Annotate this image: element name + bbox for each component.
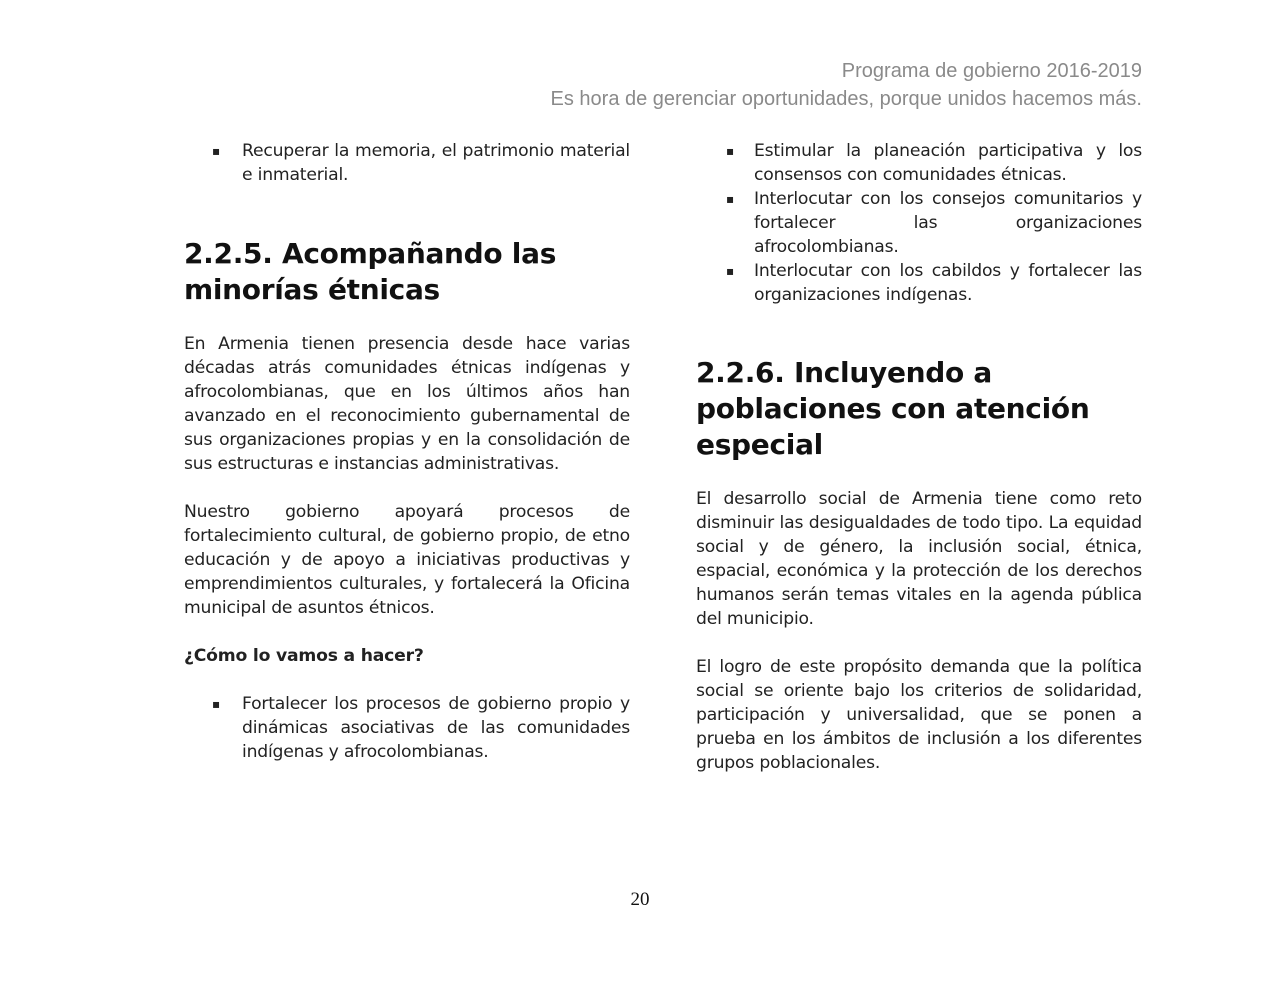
left-paragraph-1: En Armenia tienen presencia desde hace varias décadas atrás comunidades étnicas indígenas y afrocolombianas, que en los últimos años han avanzado en el reconocimiento gubernamental de sus organizaciones propias y en la consolidación de sus estructuras e instancias administrativas. <box>184 334 630 474</box>
list-item-text: Recuperar la memoria, el patrimonio material e inmaterial. <box>242 141 630 185</box>
list-item <box>696 259 1142 307</box>
left-column <box>184 139 630 764</box>
left-paragraph-2: Nuestro gobierno apoyará procesos de fortalecimiento cultural, de gobierno propio, de etno educación y de apoyo a iniciativas productivas y emprendimientos culturales, y fortalecerá la Oficina municipal de asuntos étnicos. <box>184 502 630 618</box>
list-item-text: Interlocutar con los consejos comunitarios y fortalecer las organizaciones afrocolombianas. <box>754 189 1142 257</box>
how-subheading: ¿Cómo lo vamos a hacer? <box>184 646 424 666</box>
right-paragraph-2: El logro de este propósito demanda que la política social se oriente bajo los criterios de solidaridad, participación y universalidad, que se ponen a prueba en los ámbitos de inclusión a los diferentes grupos poblacionales. <box>696 657 1142 773</box>
bullet-icon: ▪ <box>212 697 220 711</box>
list-item-text: Estimular la planeación participativa y los consensos con comunidades étnicas. <box>754 141 1142 185</box>
left-top-bullet-list <box>184 139 630 187</box>
list-item <box>184 692 630 764</box>
bullet-icon: ▪ <box>726 144 734 158</box>
list-item-text: Interlocutar con los cabildos y fortalecer las organizaciones indígenas. <box>754 261 1142 305</box>
right-paragraph-1: El desarrollo social de Armenia tiene como reto disminuir las desigualdades de todo tipo. La equidad social y de género, la inclusión social, étnica, espacial, económica y la protección de los derechos humanos serán temas vitales en la agenda pública del municipio. <box>696 489 1142 629</box>
list-item <box>696 187 1142 259</box>
list-item-text: Fortalecer los procesos de gobierno propio y dinámicas asociativas de las comunidades indígenas y afrocolombianas. <box>242 694 630 762</box>
bullet-icon: ▪ <box>726 264 734 278</box>
page-number: 20 <box>630 889 650 910</box>
right-column <box>696 139 1142 775</box>
bullet-icon: ▪ <box>212 144 220 158</box>
page-header <box>551 57 1142 113</box>
header-program-title: Programa de gobierno 2016-2019 <box>841 60 1142 82</box>
list-item <box>184 139 630 187</box>
list-item <box>696 139 1142 187</box>
right-top-bullet-list <box>696 139 1142 307</box>
bullet-icon: ▪ <box>726 192 734 206</box>
section-title-2-2-6: 2.2.6. Incluyendo a poblaciones con atención especial <box>696 356 1090 461</box>
section-title-2-2-5: 2.2.5. Acompañando las minorías étnicas <box>184 237 557 306</box>
left-bottom-bullet-list <box>184 692 630 764</box>
header-slogan: Es hora de gerenciar oportunidades, porque unidos hacemos más. <box>550 88 1142 110</box>
